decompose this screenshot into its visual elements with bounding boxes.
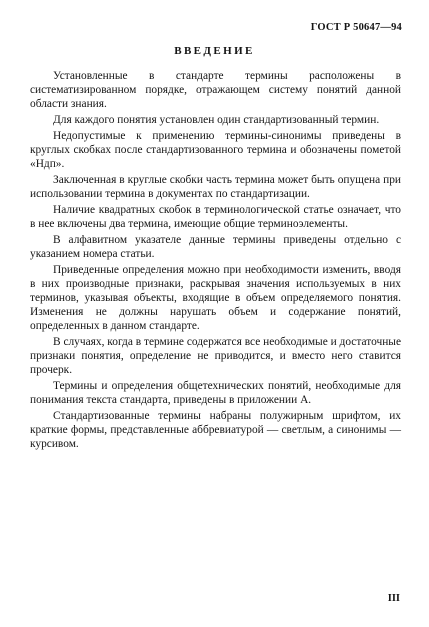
paragraph: Недопустимые к применению термины-синонимы приведены в круглых скобках после стандартизованного термина и обозначены пометой «Ндп».: [30, 130, 401, 170]
document-code: ГОСТ Р 50647—94: [310, 22, 402, 33]
paragraph: Термины и определения общетехнических понятий, необходимые для понимания текста стандарта, приведены в приложении А.: [30, 380, 401, 406]
section-title: ВВЕДЕНИЕ: [174, 45, 255, 57]
paragraph: В случаях, когда в термине содержатся все необходимые и достаточные признаки понятия, определение не приводится, и вместо него ставится прочерк.: [30, 336, 402, 376]
paragraph: В алфавитном указателе данные термины приведены отдельно с указанием номера статьи.: [30, 234, 401, 260]
body-text: [30, 69, 401, 453]
paragraph: Наличие квадратных скобок в терминологической статье означает, что в нее включены два термина, имеющие общие терминоэлементы.: [30, 204, 401, 230]
paragraph: Установленные в стандарте термины расположены в систематизированном порядке, отражающем систему понятий данной области знания.: [30, 70, 401, 110]
paragraph: Заключенная в круглые скобки часть термина может быть опущена при использовании термина в документах по стандартизации.: [30, 174, 401, 200]
page-number: III: [387, 593, 400, 604]
paragraph: Для каждого понятия установлен один стандартизованный термин.: [53, 114, 380, 126]
paragraph: Приведенные определения можно при необходимости изменить, вводя в них производные признаки, раскрывая значения используемых в них терминов, указывая объекты, входящие в объем определяемого понятия. Изменения не должны нарушать объем и содержание понятий, определенных в данном стандарте.: [30, 264, 401, 332]
paragraph: Стандартизованные термины набраны полужирным шрифтом, их краткие формы, представленные аббревиатурой — светлым, а синонимы — курсивом.: [30, 410, 401, 450]
